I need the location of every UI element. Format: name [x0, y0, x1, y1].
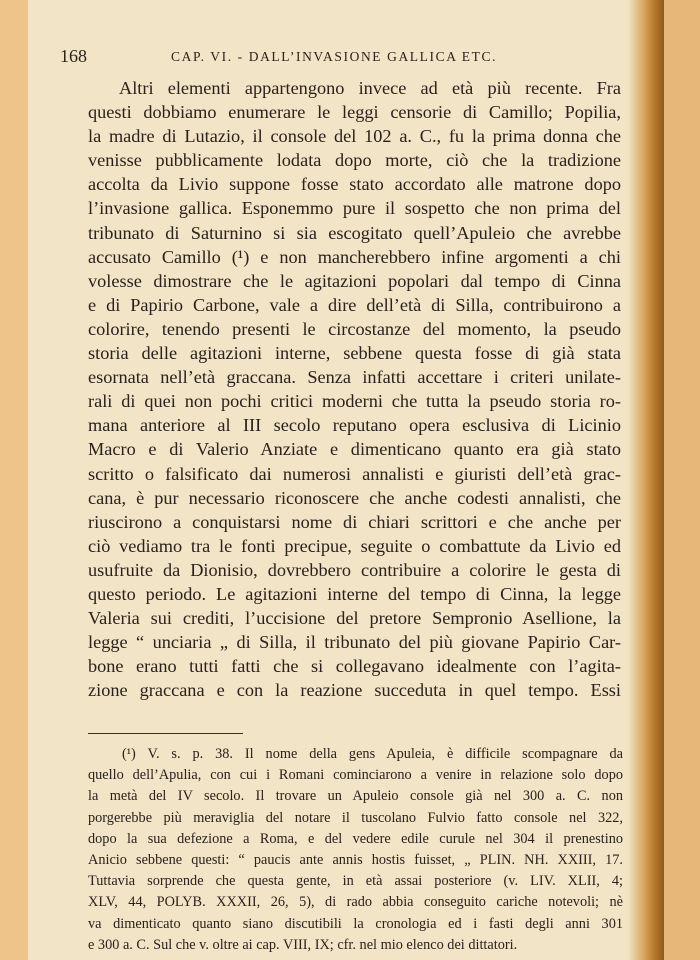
footnote-line: e 300 a. C. Sul che v. oltre ai cap. VIII, IX; cfr. nel mio elenco dei dittatori. [88, 936, 518, 953]
body-line: mana anteriore al III secolo reputano opera esclusiva di Licinio [88, 415, 621, 436]
page-gutter-shadow [628, 0, 664, 960]
body-line: riuscirono a conquistarsi nome di chiari scrittori e che anche per [88, 511, 621, 532]
footnote-line: va dimenticato quanto siano discutibili la cronologia ed i fasti degli anni 301 [88, 915, 623, 932]
page-header [60, 46, 620, 70]
body-line: ciò vediamo tra le fonti precipue, seguite o combattute da Livio ed [88, 535, 621, 556]
body-line: questo periodo. Le agitazioni interne del tempo di Cinna, la legge [88, 583, 621, 604]
body-line: volesse dimostrare che le agitazioni popolari dal tempo di Cinna [88, 270, 621, 291]
footnote [88, 744, 623, 956]
page-number: 168 [60, 46, 87, 66]
body-line: scritto o falsificato dai numerosi annalisti e giuristi dell’età grac- [88, 463, 621, 484]
body-line: Altri elementi appartengono invece ad età più recente. Fra [119, 78, 621, 98]
body-line: accolta da Livio suppone fosse stato accordato alle matrone dopo [88, 174, 621, 195]
body-line: storia delle agitazioni interne, sebbene questa fosse di già stata [88, 343, 621, 364]
body-line: la madre di Lutazio, il console del 102 a. C., fu la prima donna che [88, 126, 621, 147]
body-line: cana, è pur necessario riconoscere che anche codesti annalisti, che [88, 487, 621, 508]
body-line: usufruite da Dionisio, dovrebbero contribuire a colorire le gesta di [88, 559, 621, 580]
footnote-line: Tuttavia sorprende che questa gente, in età assai posteriore (v. LIV. XLII, 4; [88, 873, 623, 890]
body-line: zione graccana e con la reazione succeduta in quel tempo. Essi [88, 680, 621, 701]
scan-background-left [0, 0, 28, 960]
body-line: esornata nell’età graccana. Senza infatti accettare i criteri unilate- [88, 367, 621, 388]
running-title: CAP. VI. - DALL’INVASIONE GALLICA ETC. [171, 49, 498, 64]
footnote-line: XLV, 44, POLYB. XXXII, 26, 5), di rado abbia conseguito cariche notevoli; nè [88, 894, 623, 911]
body-line: rali di quei non pochi critici moderni che tutta la pseudo storia ro- [88, 391, 621, 412]
body-line: questi dobbiamo enumerare le leggi censorie di Camillo; Popilia, [88, 102, 621, 123]
footnote-line: la metà del IV secolo. Il trovare un Apuleio console già nel 300 a. C. non [88, 788, 623, 805]
body-line: Macro e di Valerio Anziate e dimenticano quanto era già stato [88, 439, 621, 460]
footnote-line: dopo la sua defezione a Roma, e del vedere edile curule nel 304 il prenestino [88, 830, 623, 847]
footnote-separator [88, 733, 243, 734]
footnote-line: Anicio sebbene questi: “ paucis ante annis hostis fuisset, „ PLIN. NH. XXIII, 17. [88, 851, 623, 868]
footnote-line: quello dell’Apulia, con cui i Romani cominciarono a venire in relazione solo dopo [88, 767, 623, 784]
body-line: colorire, tenendo presenti le circostanze del momento, la pseudo [88, 318, 621, 339]
body-line: e di Papirio Carbone, vale a dire dell’età di Silla, contribuirono a [88, 294, 621, 315]
body-line: l’invasione gallica. Esponemmo pure il sospetto che non prima del [88, 198, 621, 219]
body-line: venisse pubblicamente lodata dopo morte, ciò che la tradizione [88, 150, 621, 171]
body-line: legge “ unciaria „ di Silla, il tribunato del più giovane Papirio Car- [88, 632, 621, 653]
footnote-line: porgerebbe più meraviglia del notare il tuscolano Fulvio fatto console nel 322, [88, 809, 623, 826]
body-line: Valeria sui crediti, l’uccisione del pretore Sempronio Asellione, la [88, 608, 621, 629]
body-paragraph [88, 76, 621, 702]
body-line: bone erano tutti fatti che si collegavano idealmente con l’agita- [88, 656, 621, 677]
body-line: tribunato di Saturnino si sia escogitato quell’Apuleio che avrebbe [88, 222, 621, 243]
body-line: accusato Camillo (¹) e non mancherebbero infine argomenti a chi [88, 246, 621, 267]
footnote-line: (¹) V. s. p. 38. Il nome della gens Apuleia, è difficile scompagnare da [122, 746, 623, 762]
